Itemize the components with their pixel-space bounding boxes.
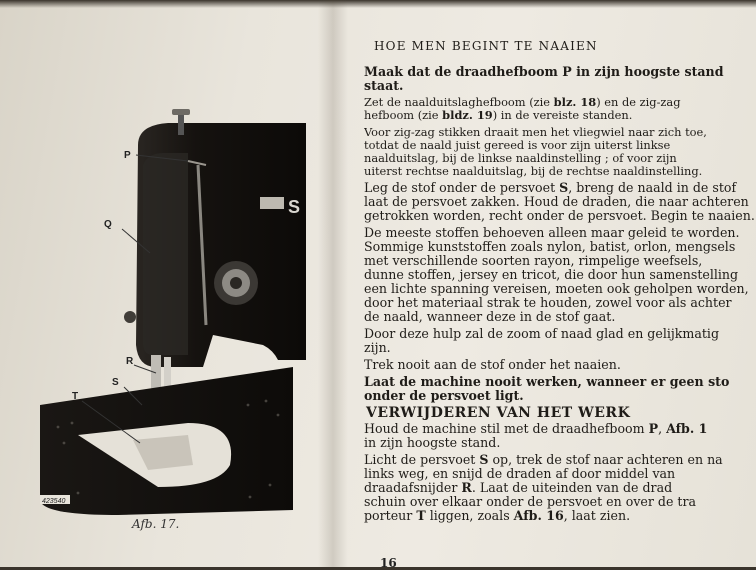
- para-stilhouden: [364, 422, 756, 450]
- label-S: S: [112, 377, 119, 388]
- para-trek: Trek nooit aan de stof onder het naaien.: [364, 357, 621, 373]
- text-line: totdat de naald juist gereed is voor zijn uiterst linkse: [364, 137, 671, 152]
- text-segment: porteur: [364, 507, 417, 523]
- text-line: Voor zig-zag stikken draait men het vliegwiel naar zich toe,: [364, 124, 707, 139]
- text-segment: hefboom (zie: [364, 108, 443, 123]
- letter-ref: S: [479, 451, 489, 467]
- text-line: Sommige kunststoffen zoals nylon, batist, orlon, mengsels: [364, 239, 736, 255]
- sewing-machine-illustration: [38, 105, 308, 515]
- text-segment: draadafsnijder: [364, 479, 462, 495]
- letter-ref: P: [648, 420, 659, 436]
- text-line: schuin over elkaar onder de persvoet en over de tra: [364, 493, 697, 509]
- text-segment: op, trek de stof naar achteren en na: [488, 451, 723, 467]
- para-stof: [364, 181, 756, 223]
- section-heading: HOE MEN BEGINT TE NAAIEN: [374, 40, 598, 53]
- label-R: R: [126, 356, 134, 367]
- para-draadhefboom: Maak dat de draadhefboom P in zijn hoogste stand staat.: [364, 64, 724, 94]
- text-line: naalduitslag, bij de linkse naaldinstelling ; of voor zijn: [364, 151, 677, 166]
- page-reference: blz. 18: [553, 95, 597, 110]
- label-T: T: [72, 391, 79, 402]
- para-zigzag: [364, 126, 756, 179]
- letter-ref: S: [559, 180, 569, 196]
- text-segment: liggen, zoals: [425, 507, 514, 523]
- section-heading-2: VERWIJDEREN VAN HET WERK: [366, 405, 631, 422]
- text-segment: , breng de naald in de stof: [568, 180, 737, 196]
- text-line: onder de persvoet ligt.: [364, 388, 524, 404]
- text-segment: ) in de vereiste standen.: [492, 108, 633, 123]
- text-line: links weg, en snijd de draden af door middel van: [364, 465, 676, 481]
- label-P: P: [124, 150, 131, 161]
- text-segment: Licht de persvoet: [364, 451, 480, 467]
- text-line: getrokken worden, recht onder de persvoet. Begin te naaien.: [364, 208, 755, 224]
- text-line: de naald, wanneer deze in de stof gaat.: [364, 309, 616, 325]
- text-segment: Zet de naalduitslaghefboom (zie: [364, 95, 554, 110]
- page-number: 16: [380, 556, 397, 570]
- letter-ref: T: [416, 507, 426, 523]
- text-segment: Houd de machine stil met de draadhefboom: [364, 420, 649, 436]
- text-segment: , laat zien.: [563, 507, 631, 523]
- figure-reference: Afb. 16: [513, 507, 564, 523]
- text-segment: Leg de stof onder de persvoet: [364, 180, 560, 196]
- text-line: in zijn hoogste stand.: [364, 434, 501, 450]
- text-line: dunne stoffen, jersey en tricot, die door hun samenstelling: [364, 267, 739, 283]
- text-line: Door deze hulp zal de zoom of naad glad en gelijkmatig: [364, 326, 720, 342]
- text-line: uiterst rechtse naalduitslag, bij de rechtse naaldinstelling.: [364, 164, 703, 179]
- figure-code: 423540: [42, 498, 66, 505]
- para-persvoet: [364, 453, 756, 523]
- book-gutter: [318, 0, 348, 567]
- text-line: een lichte spanning vereisen, moeten ook geholpen worden,: [364, 281, 749, 297]
- instruction-text: [364, 40, 756, 526]
- page-reference: bldz. 19: [442, 108, 493, 123]
- para-warning: [364, 375, 756, 403]
- para-hulp: [364, 327, 756, 355]
- text-line: met verschillende soorten rayon, rimpelige weefsels,: [364, 253, 703, 269]
- text-line: laat de persvoet zakken. Houd de draden, die naar achteren: [364, 194, 749, 210]
- para-stoffen: [364, 226, 756, 324]
- figure-caption: Afb. 17.: [132, 517, 180, 531]
- machine-badge-letter: S: [288, 197, 301, 217]
- text-segment: . Laat de uiteinden van de drad: [471, 479, 673, 495]
- text-segment: ) en de zig-zag: [596, 95, 681, 110]
- para-hefboom: [364, 96, 756, 122]
- text-line: De meeste stoffen behoeven alleen maar geleid te worden.: [364, 225, 740, 241]
- letter-ref: R: [461, 479, 472, 495]
- label-Q: Q: [104, 219, 112, 230]
- page-edge-shadow: [0, 0, 756, 8]
- figure-reference: Afb. 1: [666, 420, 708, 436]
- text-line: Laat de machine nooit werken, wanneer er geen sto: [364, 374, 730, 390]
- sewing-machine-figure: [38, 105, 308, 515]
- text-line: zijn.: [364, 340, 391, 356]
- text-line: door het materiaal strak te houden, zowel voor als achter: [364, 295, 732, 311]
- text-segment: ,: [658, 420, 667, 436]
